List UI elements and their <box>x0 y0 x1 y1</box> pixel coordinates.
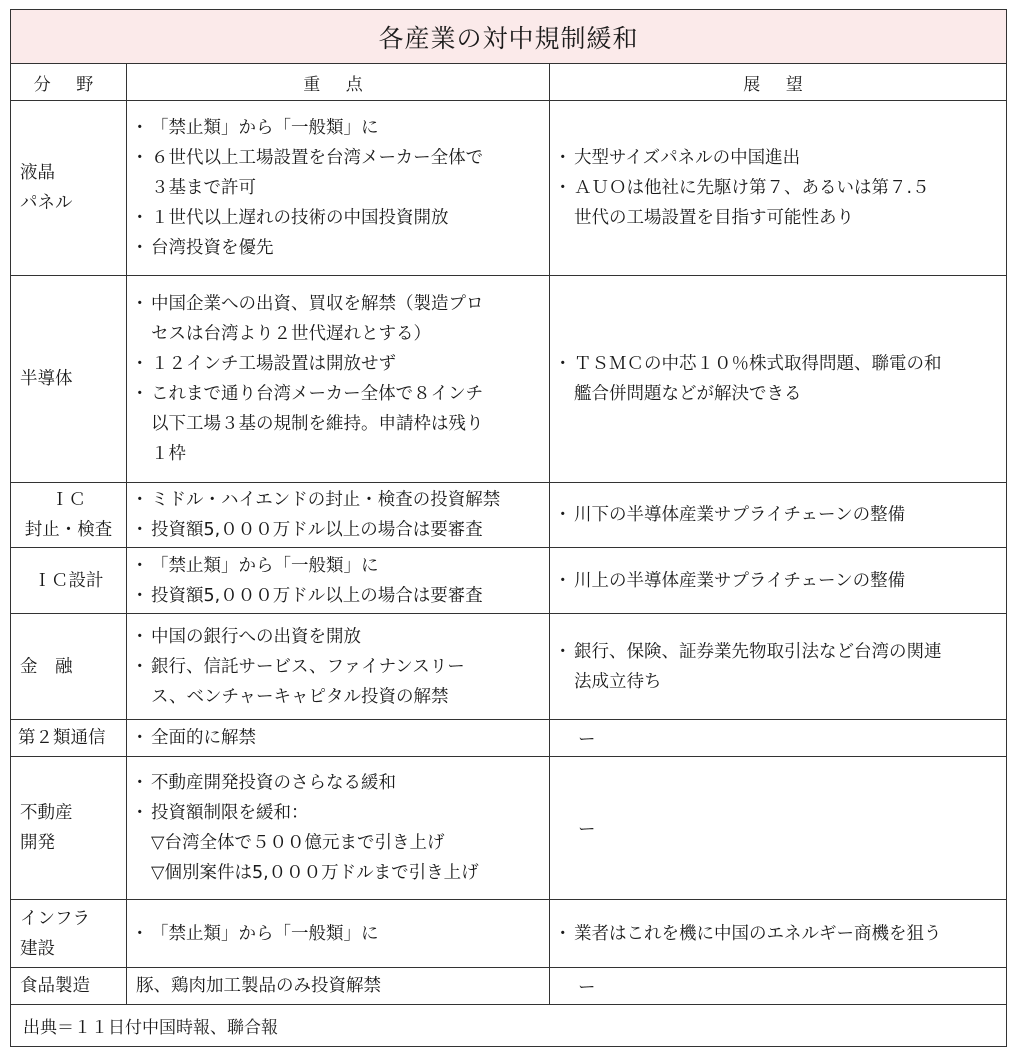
focus-subitem: ▽台湾全体で５００億元まで引き上げ <box>151 833 445 853</box>
focus-item: ・ 全面的に解禁 <box>135 723 543 753</box>
focus-cell <box>127 720 550 757</box>
focus-item: ・ 投資額5,０００万ドル以上の場合は要審査 <box>135 581 543 611</box>
category-cell: 液晶 パネル <box>11 101 127 276</box>
outlook-item: ・ 業者はこれを機に中国のエネルギー商機を狙う <box>558 919 1000 949</box>
focus-cell <box>127 276 550 483</box>
outlook-cell <box>550 614 1007 720</box>
category-cell: 第２類通信 <box>11 720 127 757</box>
header-field: 分 野 <box>11 64 127 101</box>
focus-item: ・ １２インチ工場設置は開放せず <box>135 349 543 379</box>
focus-cell <box>127 900 550 968</box>
outlook-item: ・ ＴＳＭＣの中芯１０％株式取得問題、聯電の和 艦合併問題などが解決できる <box>558 349 1000 409</box>
outlook-item: ・ 大型サイズパネルの中国進出 <box>558 143 1000 173</box>
table-row <box>11 614 1007 720</box>
table-row <box>11 720 1007 757</box>
focus-item: ・ 銀行、信託サービス、ファイナンスリー ス、ベンチャーキャピタル投資の解禁 <box>135 652 543 712</box>
focus-item: ・ 中国企業への出資、買収を解禁（製造プロ セスは台湾より２世代遅れとする） <box>135 289 543 349</box>
header-outlook: 展 望 <box>550 64 1007 101</box>
table-row <box>11 276 1007 483</box>
focus-item: ・ 「禁止類」から「一般類」に <box>135 919 543 949</box>
outlook-cell <box>550 483 1007 548</box>
focus-item: ・ 「禁止類」から「一般類」に <box>135 113 543 143</box>
category-cell: ＩＣ設計 <box>11 548 127 614</box>
outlook-item: ・ ＡＵＯは他社に先駆け第７、あるいは第７.５ 世代の工場設置を目指す可能性あり <box>558 173 1000 233</box>
outlook-item: ・ 川上の半導体産業サプライチェーンの整備 <box>558 566 1000 596</box>
outlook-cell <box>550 548 1007 614</box>
outlook-dash: ー <box>550 757 1007 900</box>
outlook-cell <box>550 276 1007 483</box>
focus-item: ・ 投資額5,０００万ドル以上の場合は要審査 <box>135 515 543 545</box>
focus-subitem: ▽個別案件は5,０００万ドルまで引き上げ <box>151 863 479 883</box>
outlook-item: ・ 川下の半導体産業サプライチェーンの整備 <box>558 500 1000 530</box>
focus-cell: 豚、鶏肉加工製品のみ投資解禁 <box>127 968 550 1005</box>
header-focus: 重 点 <box>127 64 550 101</box>
table-row <box>11 483 1007 548</box>
table-row <box>11 900 1007 968</box>
focus-cell <box>127 101 550 276</box>
focus-item: ・ これまで通り台湾メーカー全体で８インチ 以下工場３基の規制を維持。申請枠は残り １枠 <box>135 379 543 469</box>
focus-cell <box>127 614 550 720</box>
table-row <box>11 101 1007 276</box>
table-row <box>11 757 1007 900</box>
outlook-item: ・ 銀行、保険、証券業先物取引法など台湾の関連 法成立待ち <box>558 637 1000 697</box>
focus-item: ・ 中国の銀行への出資を開放 <box>135 622 543 652</box>
focus-item: ・ 投資額制限を緩和： <box>135 798 543 828</box>
focus-item: ・ 「禁止類」から「一般類」に <box>135 551 543 581</box>
table-row <box>11 548 1007 614</box>
category-cell: 不動産 開発 <box>11 757 127 900</box>
document <box>10 9 1006 1046</box>
focus-item: ・ ミドル・ハイエンドの封止・検査の投資解禁 <box>135 485 543 515</box>
focus-item: ・ 不動産開発投資のさらなる緩和 <box>135 768 543 798</box>
category-cell: インフラ 建設 <box>11 900 127 968</box>
outlook-dash: ー <box>550 720 1007 757</box>
focus-item: ・ 台湾投資を優先 <box>135 233 543 263</box>
focus-item: ・ ６世代以上工場設置を台湾メーカー全体で ３基まで許可 <box>135 143 543 203</box>
focus-cell <box>127 548 550 614</box>
category-cell: 半導体 <box>11 276 127 483</box>
outlook-cell <box>550 900 1007 968</box>
focus-cell <box>127 757 550 900</box>
focus-item: ・ １世代以上遅れの技術の中国投資開放 <box>135 203 543 233</box>
category-cell: 食品製造 <box>11 968 127 1005</box>
outlook-dash: ー <box>550 968 1007 1005</box>
table-title: 各産業の対中規制緩和 <box>11 10 1007 64</box>
source-note: 出典＝１１日付中国時報、聯合報 <box>11 1005 1007 1047</box>
category-cell: ＩＣ 封止・検査 <box>11 483 127 548</box>
deregulation-table <box>10 9 1007 1047</box>
outlook-cell <box>550 101 1007 276</box>
category-cell: 金 融 <box>11 614 127 720</box>
table-row <box>11 968 1007 1005</box>
focus-cell <box>127 483 550 548</box>
